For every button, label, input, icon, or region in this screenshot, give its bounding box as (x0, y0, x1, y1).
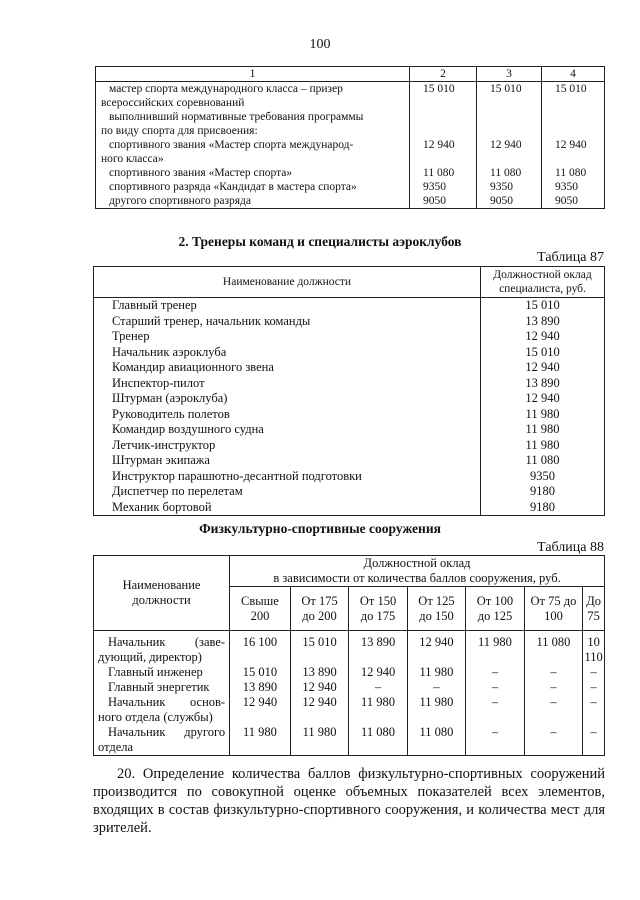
column-header-name: Наименование должности (94, 556, 230, 631)
salary-value: 11 980 (481, 422, 605, 438)
column-header: 3 (477, 67, 542, 82)
table-cell: – (524, 665, 583, 680)
row-label-line: Начальник (заве- (108, 635, 226, 649)
column-header: 2 (410, 67, 477, 82)
table-cell: 9050 (477, 194, 542, 209)
row-label-line: ного класса» (101, 153, 164, 165)
row-label-line: Главный энергетик (108, 680, 210, 694)
table-row (94, 665, 605, 680)
section-heading: 2. Тренеры команд и специалисты аэроклубов (178, 234, 462, 249)
table-header-row (96, 67, 605, 82)
column-header: 4 (542, 67, 605, 82)
table-row (96, 138, 605, 166)
table-cell: 15 010 (477, 82, 542, 111)
table-cell: – (349, 680, 407, 695)
row-label-line: дующий, директор) (98, 650, 202, 664)
table-cell: 13 890 (349, 631, 407, 666)
table-row (94, 484, 605, 500)
table-cell: 12 940 (230, 695, 291, 725)
table-cell: 12 940 (477, 138, 542, 166)
column-header-range: До 75 (583, 587, 605, 631)
table-cell: 9350 (477, 180, 542, 194)
position-name: Штурман (аэроклуба) (94, 391, 481, 407)
table-cell (542, 110, 605, 138)
position-name: Командир авиационного звена (94, 360, 481, 376)
table-cell: 12 940 (290, 695, 348, 725)
table-row (94, 376, 605, 392)
table-row (94, 500, 605, 516)
table-row (94, 407, 605, 423)
row-label-line: Главный инженер (108, 665, 203, 679)
table-row (96, 166, 605, 180)
table-cell: 11 080 (349, 725, 407, 756)
table-cell: – (583, 695, 605, 725)
position-name: Летчик-инструктор (94, 438, 481, 454)
table-row (96, 82, 605, 111)
salary-value: 12 940 (481, 391, 605, 407)
table-cell: – (466, 695, 524, 725)
row-label (94, 680, 230, 695)
table-cell: 11 080 (542, 166, 605, 180)
table-cell: 9350 (410, 180, 477, 194)
table-cell: 10 110 (583, 631, 605, 666)
table-cell (477, 110, 542, 138)
salary-value: 9180 (481, 484, 605, 500)
table-cell: – (583, 680, 605, 695)
table-cell: – (583, 725, 605, 756)
salary-value: 9180 (481, 500, 605, 516)
position-name: Диспетчер по перелетам (94, 484, 481, 500)
table-row (94, 314, 605, 330)
table-header-row (94, 267, 605, 298)
table-body (94, 298, 605, 516)
table-cell: – (524, 695, 583, 725)
row-label (96, 180, 410, 194)
table-header-row (94, 556, 605, 587)
column-header-range: От 125 до 150 (407, 587, 465, 631)
row-label (94, 631, 230, 666)
table-cell: 11 080 (410, 166, 477, 180)
table-cell: 11 080 (407, 725, 465, 756)
table-cell: 9350 (542, 180, 605, 194)
paragraph-20: 20. Определение количества баллов физкультурно-спортивных сооружений производится по совокупной оценке объемных показателей всех элементов, входящих в состав физкультурно-спортивного сооружения, и количества мест для зрителей. (93, 766, 605, 836)
table-cell: 11 080 (524, 631, 583, 666)
table-row (94, 345, 605, 361)
table-88 (93, 555, 605, 756)
table-cell: – (466, 665, 524, 680)
table-87 (93, 266, 605, 516)
table-cell: 15 010 (230, 665, 291, 680)
table-cell (410, 110, 477, 138)
table-cell: – (524, 725, 583, 756)
salary-value: 9350 (481, 469, 605, 485)
table-cell: 11 980 (349, 695, 407, 725)
table-cell: 11 080 (477, 166, 542, 180)
position-name: Руководитель полетов (94, 407, 481, 423)
table-cell: 9050 (410, 194, 477, 209)
table-cell: 12 940 (407, 631, 465, 666)
position-name: Командир воздушного судна (94, 422, 481, 438)
table-row (94, 391, 605, 407)
table-row (94, 422, 605, 438)
row-label-line: спортивного звания «Мастер спорта международ- (109, 139, 354, 151)
row-label-line: другого спортивного разряда (109, 195, 252, 207)
table-cell: 13 890 (230, 680, 291, 695)
table-row (94, 360, 605, 376)
row-label-line: по виду спорта для присвоения: (101, 125, 258, 137)
position-name: Механик бортовой (94, 500, 481, 516)
column-header-group-line: в зависимости от количества баллов сооружения, руб. (273, 571, 561, 585)
salary-value: 12 940 (481, 360, 605, 376)
salary-value: 11 980 (481, 438, 605, 454)
position-name: Старший тренер, начальник команды (94, 314, 481, 330)
table-cell: 15 010 (290, 631, 348, 666)
column-header-group (230, 556, 605, 587)
table-row (94, 725, 605, 756)
table-cell: – (524, 680, 583, 695)
table-row (94, 298, 605, 314)
row-label-line: ного отдела (службы) (98, 710, 213, 724)
row-label (96, 82, 410, 111)
table-row (94, 453, 605, 469)
row-label-line: Начальник другого (108, 725, 226, 739)
table-cell: 11 980 (407, 665, 465, 680)
column-header: 1 (96, 67, 410, 82)
table-cell: 12 940 (410, 138, 477, 166)
table-cell: – (583, 665, 605, 680)
page-number: 100 (309, 37, 331, 52)
table-row (94, 438, 605, 454)
salary-value: 13 890 (481, 376, 605, 392)
table-cell: – (466, 725, 524, 756)
position-name: Тренер (94, 329, 481, 345)
salary-value: 15 010 (481, 345, 605, 361)
position-name: Главный тренер (94, 298, 481, 314)
position-name: Штурман экипажа (94, 453, 481, 469)
row-label-line: спортивного звания «Мастер спорта» (109, 167, 293, 179)
table-cell: – (407, 680, 465, 695)
row-label-line: спортивного разряда «Кандидат в мастера спорта» (109, 181, 357, 193)
table-cell: 11 980 (407, 695, 465, 725)
table-caption: Таблица 88 (537, 540, 604, 555)
column-header-range: От 100 до 125 (466, 587, 524, 631)
row-label (96, 194, 410, 209)
position-name: Начальник аэроклуба (94, 345, 481, 361)
table-cell: 11 980 (466, 631, 524, 666)
row-label (96, 166, 410, 180)
table-cell: 15 010 (542, 82, 605, 111)
table-row (94, 469, 605, 485)
table-cell: 12 940 (349, 665, 407, 680)
table-cell: 15 010 (410, 82, 477, 111)
table-caption: Таблица 87 (537, 250, 604, 265)
table-row (94, 631, 605, 666)
table-cell: – (466, 680, 524, 695)
section-heading: Физкультурно-спортивные сооружения (199, 521, 441, 536)
column-header-range: От 175 до 200 (290, 587, 348, 631)
column-header-salary: Должностной оклад специалиста, руб. (481, 267, 605, 298)
row-label (94, 725, 230, 756)
column-header-name: Наименование должности (94, 267, 481, 298)
table-row (96, 110, 605, 138)
table-cell: 11 980 (290, 725, 348, 756)
row-label-line: выполнивший нормативные требования программы (109, 111, 364, 123)
row-label (94, 695, 230, 725)
table-cell: 13 890 (290, 665, 348, 680)
table-cell: 16 100 (230, 631, 291, 666)
table-row (94, 329, 605, 345)
table-row (94, 680, 605, 695)
table-body (94, 631, 605, 756)
table-cell: 11 980 (230, 725, 291, 756)
salary-value: 13 890 (481, 314, 605, 330)
salary-value: 11 080 (481, 453, 605, 469)
column-header-range: От 150 до 175 (349, 587, 407, 631)
row-label-line: Начальник основ- (108, 695, 226, 709)
table-row (96, 194, 605, 209)
row-label (96, 110, 410, 138)
row-label-line: отдела (98, 740, 134, 754)
table-cell: 12 940 (290, 680, 348, 695)
salary-value: 12 940 (481, 329, 605, 345)
column-header-range: Свыше 200 (230, 587, 291, 631)
table-continuation (95, 66, 605, 209)
column-header-range: От 75 до 100 (524, 587, 583, 631)
table-row (96, 180, 605, 194)
row-label-line: всероссийских соревнований (101, 97, 245, 109)
table-row (94, 695, 605, 725)
column-header-group-line: Должностной оклад (363, 556, 471, 570)
position-name: Инспектор-пилот (94, 376, 481, 392)
salary-value: 11 980 (481, 407, 605, 423)
row-label-line: мастер спорта международного класса – призер (109, 83, 343, 95)
position-name: Инструктор парашютно-десантной подготовки (94, 469, 481, 485)
table-cell: 9050 (542, 194, 605, 209)
table-cell: 12 940 (542, 138, 605, 166)
row-label (94, 665, 230, 680)
row-label (96, 138, 410, 166)
salary-value: 15 010 (481, 298, 605, 314)
